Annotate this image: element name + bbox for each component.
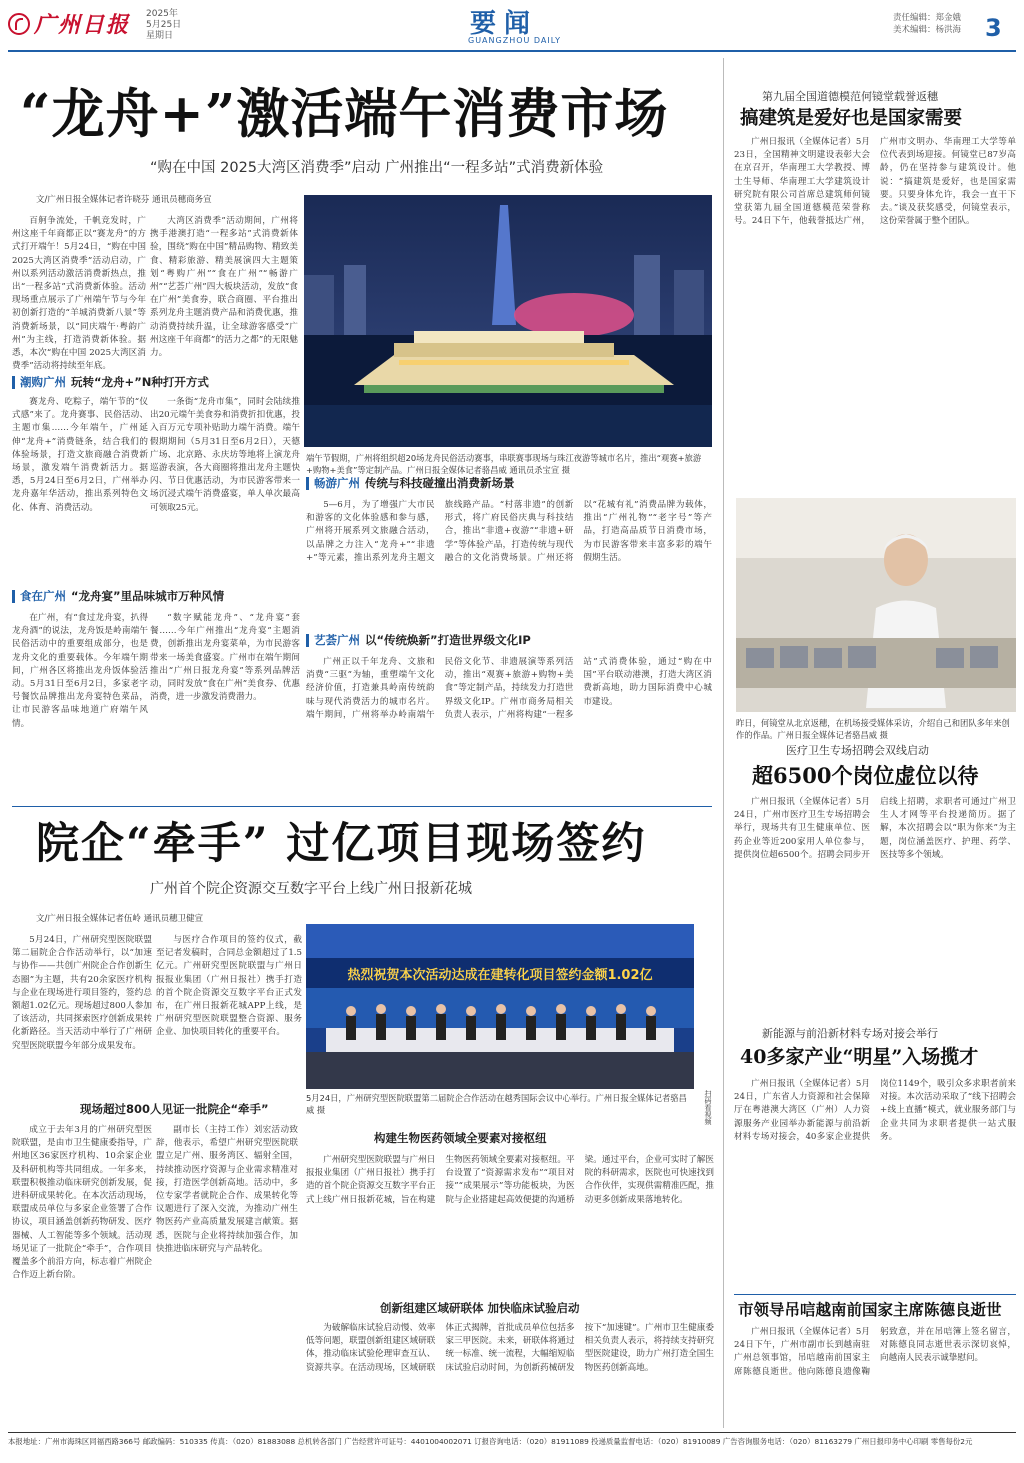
lead-s3-text-p: 5—6月，为了增强广大市民和游客的文化体验感和参与感，广州将开展系列文旅融合活动，以品牌之力注入“龙舟+”“非遗+”等元素，推出系列龙舟主题文旅线路产品。“村落非遗”的创新形式，将广府民俗庆典与科技结合，推出“非遗+夜游”“非遗+研学”等体验产品，打造传统与现代融合的文化消费场景。广州还将以“花城有礼”消费品牌为载体，推出“广州礼物”“老字号”等产品，打造高品质节日消费市场，为市民游客带来丰富多彩的端午假期生活。 (306, 500, 712, 563)
footer-rule (8, 1432, 1016, 1433)
right-obit-text (734, 1326, 1016, 1428)
second-s1-col2 (156, 1124, 298, 1428)
right-top-title: 搞建筑是爱好也是国家需要 (740, 108, 963, 129)
second-subtitle: 广州首个院企资源交互数字平台上线广州日报新花城 (150, 881, 472, 897)
footer-text: 本报地址：广州市海珠区同福西路366号 邮政编码：510335 传真：（020）81883088 总机转各部门 广告经营许可证号：4401004002071 订报咨询电话：（020）81911089 投递质量监督电话：（020）81910089 广告咨询服务电话：（020）81163279 广州日报印务中心印刷 零售每份2元 (8, 1437, 973, 1446)
lead-s1-tag: 潮购广州 (20, 375, 66, 389)
second-s3-text-p: 为破解临床试验启动慢、效率低等问题，联盟创新组建区域研联体，推动临床试验伦理审查互认、资源共享。在活动现场，区域研联体正式揭牌，首批成员单位包括多家三甲医院。未来，研联体将通过统一标准、统一流程，大幅缩短临床试验启动时间，为创新药械研发按下“加速键”。广州市卫生健康委相关负责人表示，将持续支持研究型医院建设，助力广州打造全国生物医药创新高地。 (306, 1323, 714, 1373)
issue-date: 2025年 5月25日 星期日 (146, 9, 182, 41)
signing-photo-caption: 5月24日，广州研究型医院联盟第二届院企合作活动在越秀国际会议中心举行。广州日报全媒体记者骆昌威 摄 (306, 1093, 687, 1115)
lead-s1-heading (12, 374, 302, 390)
second-s2-heading (374, 1130, 694, 1146)
lead-s2-col1 (12, 612, 148, 794)
lead-col1 (12, 215, 146, 372)
section-title: 要闻 (470, 9, 539, 39)
right-energy-kicker: 新能源与前沿新材料专场对接会举行 (762, 1027, 938, 1040)
lead-photo (304, 195, 712, 447)
right-med-text (734, 796, 1016, 1022)
signing-photo (306, 924, 694, 1089)
heading-bar (306, 634, 309, 647)
lead-col2 (150, 215, 298, 361)
second-s2-title: 构建生物医药领域全要素对接枢纽 (374, 1131, 547, 1145)
architect-photo (736, 498, 1016, 712)
lead-byline: 文/广州日报全媒体记者许晓芬 通讯员穗商务宣 (36, 195, 212, 205)
second-s1-col2-text: 副市长（主持工作）刘宏活动致辞，他表示，希望广州研究型医院联盟立足广州、服务湾区、辐射全国，持续推动医疗资源与企业需求精准对接，打造医学创新高地。活动中，多位专家学者就院企合作、成果转化等议题进行了深入交流，为推动广州生物医药产业高质量发展建言献策。据悉，医院与企业将持续加强合作，加快推进临床研究与产品转化。 (156, 1125, 298, 1254)
lead-s2-col1-text: 在广州，有“食过龙舟宴，扒得龙舟酒”的说法，龙舟饭是岭南端午民俗活动中的重要组成部分，也是龙舟文化的重要载体。今年端午期间，广州各区将推出龙舟饭体验活动。5月31日至6月2日，多家老字号餐饮品牌推出龙舟宴特色菜品，让市民游客品味地道广府端午风情。 (12, 613, 148, 729)
logo-icon (8, 13, 30, 35)
heading-bar (12, 590, 15, 603)
right-energy-text-p: 广州日报讯（全媒体记者）5月24日，广东省人力资源和社会保障厅在粤港澳大湾区（广州）人力资源服务产业园举办新能源与前沿新材料专场对接会，40多家企业提供岗位1149个，吸引众多求职者前来对接。本次活动采取了“线下招聘会+线上直播”模式，就业服务部门与企业共同为求职者提供一站式服务。 (734, 1079, 1016, 1142)
right-med-title: 超6500个岗位虚位以待 (752, 763, 979, 788)
section-divider (12, 806, 712, 807)
lead-s1-col1 (12, 396, 148, 576)
lead-title: “龙舟+”激活端午消费市场 (20, 83, 669, 145)
paper-name: 广州日报 (34, 12, 131, 38)
second-s1-col1 (12, 1124, 152, 1428)
editors: 责任编辑：郑金娥 美术编辑：杨洪海 (893, 13, 962, 35)
heading-bar (306, 477, 309, 490)
second-col2 (156, 934, 302, 1094)
lead-s2-col2-text: “数字赋能龙舟”、“龙舟宴”套餐……今年广州推出“龙舟宴”主题消费，创新推出龙舟宴菜单，为市民游客带来一场美食盛宴。广州市在端午期间推出“广州日报龙舟宴”等系列品牌活动，同时发放“食在广州”美食券、优惠消费，进一步激发消费潜力。 (150, 613, 300, 703)
lead-s2-heading (12, 588, 302, 604)
second-s2-text (306, 1154, 714, 1290)
banner-text: 热烈祝贺本次活动达成在建转化项目签约金额1.02亿 (347, 968, 653, 983)
section-en: GUANGZHOU DAILY (468, 36, 562, 45)
lead-s3-tag: 畅游广州 (314, 476, 360, 490)
second-col1-text: 5月24日，广州研究型医院联盟第二届院企合作活动举行，以“加速与协作——共创广州院企合作创新生态圈”为主题，共有20余家医疗机构与企业在现场进行项目签约，签约总额超1.02亿元。现场超过800人参加了该活动，共同探索医疗创新成果转化新路径。当天活动中举行了广州研究型医院联盟今年部分成果发布。 (12, 935, 152, 1051)
lead-s2-col2 (150, 612, 300, 794)
second-s1-col1-text: 成立于去年3月的广州研究型医院联盟，是由市卫生健康委指导，广州地区36家医疗机构、10余家企业及科研机构等共同组成。一年多来，联盟积极推动临床研究创新发展，促进科研成果转化。在本次活动现场，联盟成员单位与多家企业签署了合作协议，项目涵盖创新药物研发、医疗器械、人工智能等多个领域。活动现场见证了一批院企“牵手”，合作项目覆盖多个前沿方向，标志着广州院企合作迈上新台阶。 (12, 1125, 152, 1281)
lead-col1-text: 百舸争流处，千帆竞发时，广州这座千年商都正以“赛龙舟”的方式打开端午！5月24日，“购在中国 2025大湾区消费季”活动启动，广州以系列活动激活消费新热点，推出“一程多站”式消费新体验。活动现场重点展示了广州端午节与今年初创新打造的“羊城消费新八景”等消费新场景，以“同庆端午·粤韵广州”为主线，打造消费新体验。据悉，本次“购在中国 2025大湾区消费季”活动将持续至年底。 (12, 216, 146, 372)
right-top-kicker: 第九届全国道德模范何镜堂载誉返穗 (762, 90, 938, 103)
second-title: 院企“牵手” 过亿项目现场签约 (36, 819, 647, 869)
lead-s3-title: 传统与科技碰撞出消费新场景 (365, 476, 515, 490)
lead-s2-tag: 食在广州 (20, 589, 66, 603)
right-obit-text-p: 广州日报讯（全媒体记者）5月24日下午，广州市副市长到越南驻广州总领事馆，吊唁越南前国家主席陈德良逝世。他向陈德良遗像鞠躬致意，并在吊唁簿上签名留言，对陈德良同志逝世表示深切哀悼，向越南人民表示诚挚慰问。 (734, 1327, 1016, 1377)
lead-subtitle: “购在中国 2025大湾区消费季”启动 广州推出“一程多站”式消费新体验 (150, 160, 604, 176)
lead-s3-heading (306, 475, 706, 491)
paper-logo (8, 8, 130, 39)
second-byline: 文/广州日报全媒体记者伍岭 通讯员穗卫健宣 (36, 914, 204, 924)
portrait-caption: 昨日，何镜堂从北京返穗，在机场接受媒体采访，介绍自己和团队多年来创作的作品。广州日报全媒体记者骆昌威 摄 (736, 718, 1010, 740)
lead-s4-tag: 艺荟广州 (314, 633, 360, 647)
page-number: 3 (985, 14, 1002, 42)
portrait-photo (736, 498, 1016, 712)
heading-bar (12, 376, 15, 389)
second-s1-heading (80, 1101, 300, 1117)
night-cruise-photo (304, 195, 712, 447)
second-s3-text (306, 1322, 714, 1428)
second-s3-title: 创新组建区域研联体 加快临床试验启动 (380, 1301, 580, 1315)
lead-s3-text (306, 499, 712, 619)
lead-photo-caption: 端午节假期，广州将组织超20场龙舟民俗活动赛事，串联赛事现场与珠江夜游等城市名片，推出“观赛+旅游+购物+美食”等定制产品。广州日报全媒体记者骆昌威 通讯员杀宝宣 摄 (306, 453, 702, 475)
right-med-text-p: 广州日报讯（全媒体记者）5月24日，广州市医疗卫生专场招聘会举行，现场共有卫生健康单位、医药企业等近200家用人单位参与，提供岗位超6500个。招聘会同步开启线上招聘，求职者可通过广州卫生人才网等平台投递简历。据了解，本次招聘会以“职为你来”为主题，岗位涵盖医疗、护理、药学、医技等多个领域。 (734, 797, 1016, 860)
right-top-text (734, 136, 1016, 498)
lead-s1-title: 玩转“龙舟+”N种打开方式 (71, 375, 209, 389)
second-col2-text: 与医疗合作项目的签约仪式，截至记者发稿时，合同总金额超过了1.5亿元。广州研究型医院联盟与广州日报报业集团（广州日报社）携手打造的首个院企资源交互数字平台正式发布，在广州日报新花城APP上线，是广州研究型医院联盟整合资源、服务企业、加快项目转化的重要平台。 (156, 935, 302, 1038)
lead-s4-text-p: 广州正以千年龙舟、文旅和消费“三驱”为轴，重塑端午文化经济价值，打造兼具岭南传统韵味与现代消费活力的城市名片。端午期间，广州将举办岭南端午民俗文化节、非遗展演等系列活动，推出“观赛+旅游+购物+美食”等定制产品，持续发力打造世界级文化IP。广州市商务局相关负责人表示，广州将构建“一程多站”式消费体验，通过“购在中国”平台联动港澳，打造大湾区消费新高地，助力国际消费中心城市建设。 (306, 657, 712, 720)
signing-ceremony-photo (306, 924, 694, 1089)
qr-label: 扫码看视频 (704, 1090, 712, 1125)
lead-s1-col2 (150, 396, 300, 576)
right-med-kicker: 医疗卫生专场招聘会双线启动 (786, 744, 929, 757)
second-col1 (12, 934, 152, 1094)
masthead-rule (8, 50, 1016, 52)
right-energy-text (734, 1078, 1016, 1290)
masthead (0, 0, 1024, 54)
lead-s1-col1-text: 赛龙舟、吃粽子，端午节的“仪式感”来了。龙舟赛事、民俗活动、主题市集……今年端午，广州延伸“龙舟+”消费链条，结合我们的体验场景，打造文旅商融合消费新场景，激发端午消费新活力。据悉，5月24日至6月2日，广州举办龙舟嘉年华活动，推出系列特色文化、体育、消费活动。 (12, 397, 148, 513)
lead-s1-col2-text: 一条街“龙舟市集”，同时会陆续推出20元端午美食券和消费折扣优惠，投入百万元专项补贴助力端午消费。端午假期期间（5月31日至6月2日），天德广场、北京路、永庆坊等地将上演龙舟巡游表演，各大商圈将推出龙舟主题快闪、节日优惠活动，为市民游客带来一场沉浸式端午消费盛宴，单人单次最高可领取25元。 (150, 397, 300, 513)
lead-s4-heading (306, 632, 706, 648)
lead-s2-title: “龙舟宴”里品味城市万种风情 (71, 589, 225, 603)
second-s2-text-p: 广州研究型医院联盟与广州日报报业集团（广州日报社）携手打造的首个院企资源交互数字平台正式上线广州日报新花城，旨在构建生物医药领域全要素对接枢纽。平台设置了“资源需求发布”“项目对接”“成果展示”等功能板块，为医院与企业搭建起高效便捷的沟通桥梁。通过平台，企业可实时了解医院的科研需求，医院也可快速找到合作伙伴，实现供需精准匹配，推动更多创新成果落地转化。 (306, 1155, 714, 1205)
second-s1-title: 现场超过800人见证一批院企“牵手” (80, 1102, 269, 1116)
column-divider (723, 58, 724, 1428)
lead-col2-text: 大湾区消费季”活动期间，广州将携手港澳打造“一程多站”式消费新体验，围绕“购在中国”精品购物、精致美食、精彩旅游、精美展演四大主题策划“粤购广州”“食在广州”“畅游广州”“艺荟广州”四大板块活动，发放“食在广州”美食券，联合商圈、平台推出系列龙舟主题消费产品和消费优惠，推动消费持续升温，让全球游客感受“广州这座千年商都”的活力之都”的无限魅力。 (150, 216, 298, 359)
right-divider (734, 1294, 1016, 1295)
right-energy-title: 40多家产业“明星”入场揽才 (740, 1046, 979, 1068)
second-s3-heading (380, 1300, 700, 1316)
lead-s4-text (306, 656, 712, 794)
right-top-text-p: 广州日报讯（全媒体记者）5月23日，全国精神文明建设表彰大会在京召开，华南理工大学教授、博士生导师、华南理工大学建筑设计研究院有限公司首席总建筑师何镜堂获第九届全国道德模范荣誉称号。24日下午，他载誉抵达广州，广州市文明办、华南理工大学等单位代表到场迎接。何镜堂已87岁高龄，仍在坚持参与建筑设计。他说：“搞建筑是爱好，也是国家需要。只要身体允许，我会一直干下去。”谈及获奖感受，何镜堂表示，这份荣誉属于整个团队。 (734, 137, 1016, 227)
right-obit-title: 市领导吊唁越南前国家主席陈德良逝世 (738, 1300, 1002, 1319)
lead-s4-title: 以“传统焕新”打造世界级文化IP (365, 633, 531, 647)
